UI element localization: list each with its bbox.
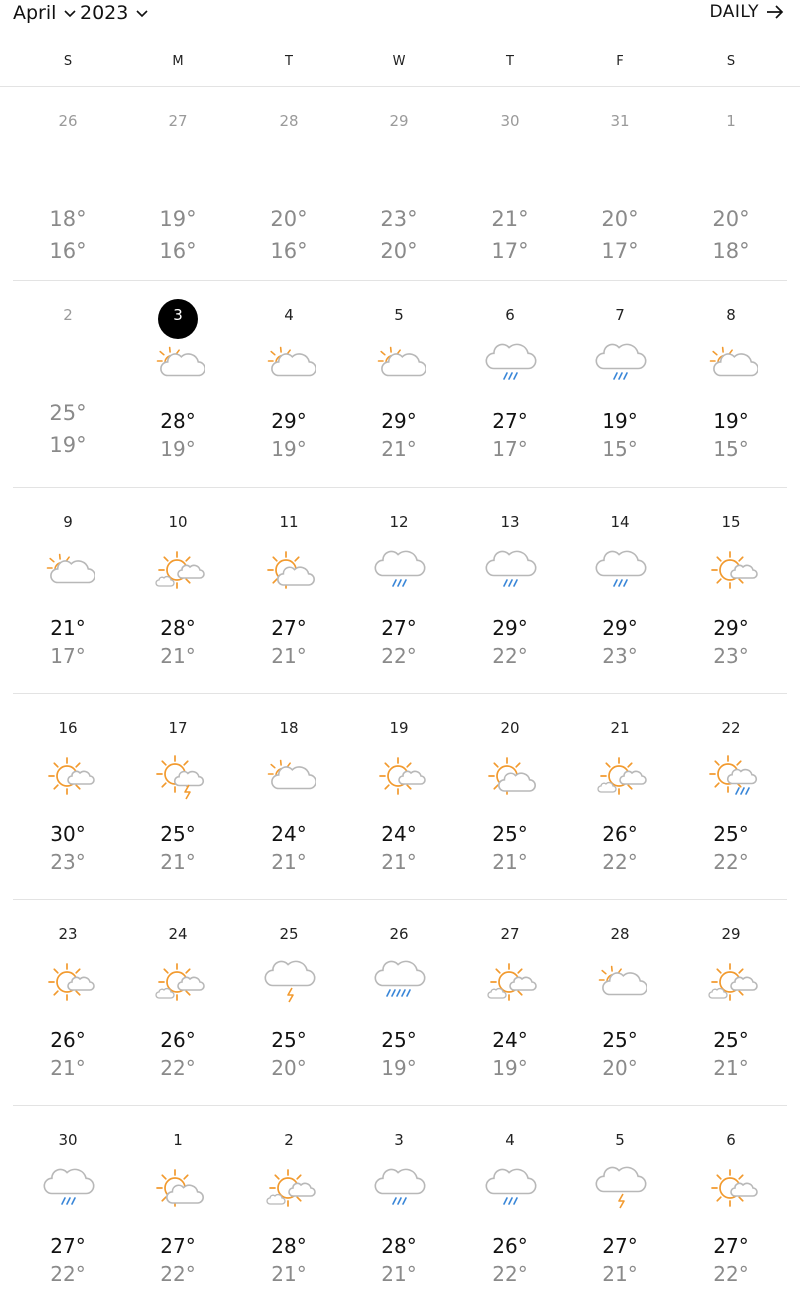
calendar-day-cell[interactable] <box>455 87 565 287</box>
rain-icon <box>595 339 647 391</box>
sun-clouds-icon <box>153 958 205 1010</box>
day-number: 10 <box>168 513 188 531</box>
weekday-label: F <box>616 54 624 69</box>
high-temp: 24° <box>381 822 417 846</box>
high-temp: 24° <box>492 1028 528 1052</box>
low-temp: 21° <box>160 850 196 874</box>
high-temp: 27° <box>381 616 417 640</box>
low-temp: 21° <box>381 1262 417 1286</box>
high-temp: 18° <box>49 207 87 231</box>
thunder-icon <box>595 1164 647 1216</box>
day-number: 18 <box>279 719 299 737</box>
sun-cloud-icon <box>153 1164 205 1216</box>
chevron-down-icon <box>132 3 152 23</box>
day-number: 4 <box>284 306 294 324</box>
rain-icon <box>485 546 537 598</box>
day-number: 31 <box>610 112 630 130</box>
month-dropdown[interactable] <box>13 2 80 24</box>
high-temp: 25° <box>492 822 528 846</box>
daily-label: DAILY <box>709 2 759 22</box>
calendar-day-cell[interactable] <box>676 281 786 481</box>
partly-cloudy-icon <box>374 339 426 391</box>
day-number: 29 <box>389 112 409 130</box>
calendar-day-cell[interactable] <box>234 87 344 287</box>
high-temp: 26° <box>160 1028 196 1052</box>
low-temp: 22° <box>160 1056 196 1080</box>
day-number: 22 <box>721 719 741 737</box>
high-temp: 29° <box>602 616 638 640</box>
sun-thunder-icon <box>153 752 205 804</box>
low-temp: 22° <box>713 850 749 874</box>
rain-icon <box>374 1164 426 1216</box>
low-temp: 21° <box>271 1262 307 1286</box>
high-temp: 20° <box>601 207 639 231</box>
year-dropdown[interactable] <box>80 2 152 24</box>
day-number: 6 <box>505 306 515 324</box>
day-number: 6 <box>726 1131 736 1149</box>
calendar-day-cell[interactable] <box>344 1106 454 1300</box>
weekday-label: M <box>172 54 184 69</box>
calendar-day-cell[interactable] <box>565 281 675 481</box>
day-number: 30 <box>500 112 520 130</box>
high-temp: 29° <box>271 409 307 433</box>
calendar-day-cell[interactable] <box>234 488 344 688</box>
low-temp: 22° <box>602 850 638 874</box>
high-temp: 28° <box>160 409 196 433</box>
low-temp: 21° <box>50 1056 86 1080</box>
weekday-label: T <box>506 54 514 69</box>
sun-clouds-icon <box>706 958 758 1010</box>
calendar-day-cell[interactable] <box>344 694 454 894</box>
calendar-day-cell[interactable] <box>123 87 233 287</box>
sun-cloud-icon <box>264 546 316 598</box>
day-number: 5 <box>394 306 404 324</box>
rain-icon <box>485 339 537 391</box>
sun-clouds-icon <box>485 958 537 1010</box>
low-temp: 21° <box>160 644 196 668</box>
day-number: 26 <box>58 112 78 130</box>
low-temp: 22° <box>713 1262 749 1286</box>
low-temp: 21° <box>271 644 307 668</box>
day-number: 19 <box>389 719 409 737</box>
calendar-day-cell[interactable] <box>13 281 123 481</box>
high-temp: 29° <box>492 616 528 640</box>
calendar-day-cell[interactable] <box>565 900 675 1100</box>
high-temp: 24° <box>271 822 307 846</box>
high-temp: 26° <box>602 822 638 846</box>
low-temp: 16° <box>49 239 87 263</box>
high-temp: 19° <box>159 207 197 231</box>
high-temp: 28° <box>381 1234 417 1258</box>
high-temp: 25° <box>602 1028 638 1052</box>
low-temp: 22° <box>160 1262 196 1286</box>
day-number: 3 <box>394 1131 404 1149</box>
sun-clouds-icon <box>264 1164 316 1216</box>
high-temp: 27° <box>50 1234 86 1258</box>
partly-cloudy-icon <box>153 339 205 391</box>
low-temp: 22° <box>50 1262 86 1286</box>
month-label: April <box>13 2 57 24</box>
high-temp: 30° <box>50 822 86 846</box>
day-number: 23 <box>58 925 78 943</box>
day-number: 2 <box>63 306 73 324</box>
low-temp: 23° <box>713 644 749 668</box>
day-number: 12 <box>389 513 409 531</box>
day-number: 28 <box>279 112 299 130</box>
high-temp: 21° <box>491 207 529 231</box>
calendar-day-cell[interactable] <box>13 1106 123 1300</box>
low-temp: 19° <box>271 437 307 461</box>
low-temp: 23° <box>602 644 638 668</box>
calendar-day-cell[interactable] <box>565 87 675 287</box>
thunder-icon <box>264 958 316 1010</box>
high-temp: 27° <box>492 409 528 433</box>
day-number: 4 <box>505 1131 515 1149</box>
weekday-label: W <box>392 54 406 69</box>
weekday-label: T <box>285 54 293 69</box>
low-temp: 19° <box>49 433 87 457</box>
calendar-day-cell[interactable] <box>676 87 786 287</box>
rain-icon <box>595 546 647 598</box>
low-temp: 19° <box>492 1056 528 1080</box>
calendar-day-cell[interactable] <box>123 900 233 1100</box>
high-temp: 27° <box>602 1234 638 1258</box>
day-number: 1 <box>726 112 736 130</box>
calendar-day-cell[interactable] <box>234 1106 344 1300</box>
sun-small-cloud-icon <box>706 1164 758 1216</box>
calendar-day-cell[interactable] <box>234 900 344 1100</box>
low-temp: 16° <box>270 239 308 263</box>
low-temp: 17° <box>601 239 639 263</box>
high-temp: 28° <box>271 1234 307 1258</box>
low-temp: 21° <box>271 850 307 874</box>
day-number: 2 <box>284 1131 294 1149</box>
low-temp: 16° <box>159 239 197 263</box>
high-temp: 25° <box>713 822 749 846</box>
heavy-rain-icon <box>374 958 426 1010</box>
rain-icon <box>43 1164 95 1216</box>
partly-cloudy-icon <box>43 546 95 598</box>
day-number: 16 <box>58 719 78 737</box>
high-temp: 27° <box>271 616 307 640</box>
high-temp: 29° <box>713 616 749 640</box>
low-temp: 15° <box>602 437 638 461</box>
day-number: 3 <box>173 306 183 324</box>
high-temp: 29° <box>381 409 417 433</box>
day-number: 14 <box>610 513 630 531</box>
calendar-week-row <box>13 87 787 287</box>
calendar-day-cell[interactable] <box>13 87 123 287</box>
calendar-week-row <box>13 900 787 1100</box>
day-number: 29 <box>721 925 741 943</box>
high-temp: 25° <box>381 1028 417 1052</box>
low-temp: 18° <box>712 239 750 263</box>
arrow-right-icon <box>765 2 785 22</box>
day-number: 30 <box>58 1131 78 1149</box>
day-number: 15 <box>721 513 741 531</box>
high-temp: 28° <box>160 616 196 640</box>
sun-clouds-icon <box>595 752 647 804</box>
low-temp: 21° <box>602 1262 638 1286</box>
day-number: 11 <box>279 513 299 531</box>
sun-small-cloud-icon <box>706 546 758 598</box>
high-temp: 19° <box>713 409 749 433</box>
partly-cloudy-icon <box>595 958 647 1010</box>
high-temp: 21° <box>50 616 86 640</box>
sun-cloud-icon <box>485 752 537 804</box>
low-temp: 20° <box>271 1056 307 1080</box>
low-temp: 17° <box>50 644 86 668</box>
calendar-day-cell[interactable] <box>344 281 454 481</box>
calendar-week-row <box>13 1106 787 1300</box>
calendar-day-cell[interactable] <box>455 488 565 688</box>
calendar-day-cell[interactable] <box>676 488 786 688</box>
calendar-day-cell[interactable] <box>344 900 454 1100</box>
high-temp: 27° <box>160 1234 196 1258</box>
calendar-day-cell[interactable] <box>123 281 233 481</box>
calendar-day-cell[interactable] <box>565 488 675 688</box>
day-number: 26 <box>389 925 409 943</box>
high-temp: 19° <box>602 409 638 433</box>
high-temp: 25° <box>49 401 87 425</box>
calendar-week-row <box>13 488 787 688</box>
calendar-day-cell[interactable] <box>455 1106 565 1300</box>
day-number: 20 <box>500 719 520 737</box>
low-temp: 22° <box>381 644 417 668</box>
low-temp: 22° <box>492 644 528 668</box>
calendar-day-cell[interactable] <box>565 1106 675 1300</box>
sun-small-cloud-icon <box>43 752 95 804</box>
calendar-day-cell[interactable] <box>676 1106 786 1300</box>
calendar-header <box>0 0 800 32</box>
weekday-label: S <box>726 54 736 69</box>
calendar-day-cell[interactable] <box>344 488 454 688</box>
partly-cloudy-icon <box>706 339 758 391</box>
day-number: 9 <box>63 513 73 531</box>
high-temp: 20° <box>270 207 308 231</box>
day-number: 1 <box>173 1131 183 1149</box>
calendar-day-cell[interactable] <box>344 87 454 287</box>
low-temp: 22° <box>492 1262 528 1286</box>
day-number: 7 <box>615 306 625 324</box>
calendar-day-cell[interactable] <box>455 281 565 481</box>
calendar-day-cell[interactable] <box>123 694 233 894</box>
low-temp: 21° <box>381 437 417 461</box>
calendar-day-cell[interactable] <box>123 1106 233 1300</box>
low-temp: 17° <box>491 239 529 263</box>
low-temp: 17° <box>492 437 528 461</box>
calendar-day-cell[interactable] <box>676 694 786 894</box>
day-number: 21 <box>610 719 630 737</box>
low-temp: 15° <box>713 437 749 461</box>
partly-cloudy-icon <box>264 339 316 391</box>
low-temp: 19° <box>381 1056 417 1080</box>
calendar-day-cell[interactable] <box>13 694 123 894</box>
partly-cloudy-icon <box>264 752 316 804</box>
calendar-day-cell[interactable] <box>455 900 565 1100</box>
high-temp: 27° <box>713 1234 749 1258</box>
calendar-day-cell[interactable] <box>13 900 123 1100</box>
sun-small-cloud-icon <box>43 958 95 1010</box>
calendar-day-cell[interactable] <box>13 488 123 688</box>
day-number: 8 <box>726 306 736 324</box>
calendar-day-cell[interactable] <box>565 694 675 894</box>
low-temp: 21° <box>381 850 417 874</box>
calendar-day-cell[interactable] <box>123 488 233 688</box>
day-number: 5 <box>615 1131 625 1149</box>
low-temp: 19° <box>160 437 196 461</box>
sun-clouds-icon <box>153 546 205 598</box>
rain-icon <box>485 1164 537 1216</box>
day-number: 24 <box>168 925 188 943</box>
weekday-label: S <box>63 54 73 69</box>
sun-small-cloud-icon <box>374 752 426 804</box>
calendar-day-cell[interactable] <box>234 694 344 894</box>
low-temp: 20° <box>380 239 418 263</box>
low-temp: 20° <box>602 1056 638 1080</box>
high-temp: 25° <box>713 1028 749 1052</box>
calendar-week-row <box>13 281 787 481</box>
calendar-day-cell[interactable] <box>455 694 565 894</box>
high-temp: 23° <box>380 207 418 231</box>
calendar-day-cell[interactable] <box>676 900 786 1100</box>
low-temp: 21° <box>492 850 528 874</box>
weekday-header-row <box>13 54 787 74</box>
high-temp: 20° <box>712 207 750 231</box>
high-temp: 25° <box>160 822 196 846</box>
day-number: 27 <box>500 925 520 943</box>
high-temp: 26° <box>50 1028 86 1052</box>
calendar-week-row <box>13 694 787 894</box>
calendar-day-cell[interactable] <box>234 281 344 481</box>
low-temp: 23° <box>50 850 86 874</box>
day-number: 13 <box>500 513 520 531</box>
sun-rain-icon <box>706 752 758 804</box>
day-number: 28 <box>610 925 630 943</box>
year-label: 2023 <box>80 2 129 24</box>
high-temp: 25° <box>271 1028 307 1052</box>
rain-icon <box>374 546 426 598</box>
day-number: 27 <box>168 112 188 130</box>
day-number: 17 <box>168 719 188 737</box>
chevron-down-icon <box>60 3 80 23</box>
daily-view-link[interactable] <box>709 2 785 22</box>
high-temp: 26° <box>492 1234 528 1258</box>
low-temp: 21° <box>713 1056 749 1080</box>
day-number: 25 <box>279 925 299 943</box>
